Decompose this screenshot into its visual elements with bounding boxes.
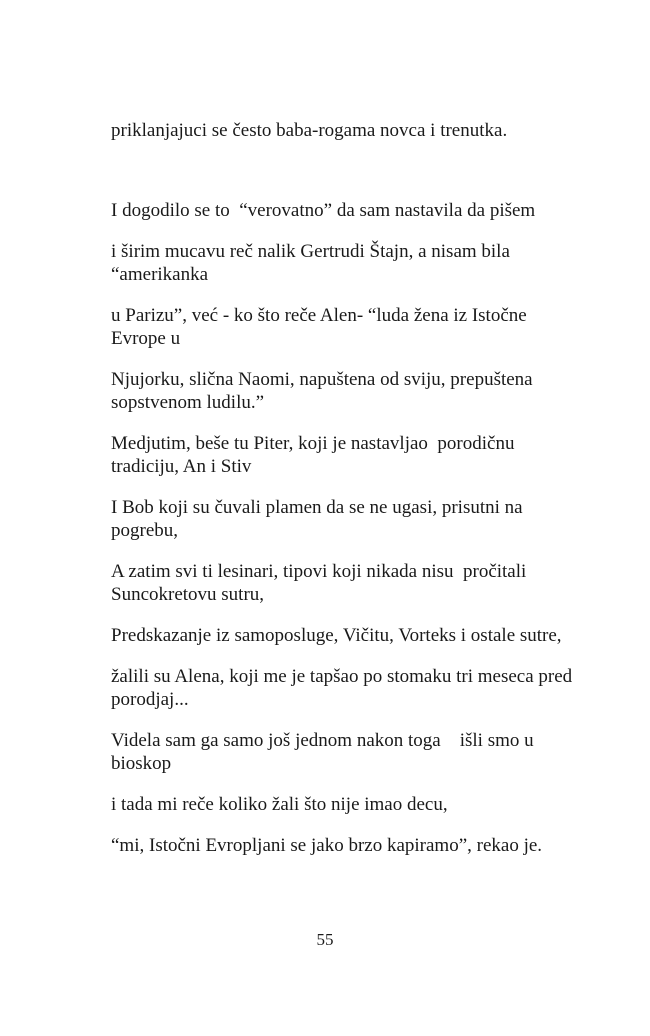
text-line: “mi, Istočni Evropljani se jako brzo kapiramo”, rekao je. (111, 835, 543, 856)
text-line: u Parizu”, već - ko što reče Alen- “luda žena iz Istočne Evrope u (111, 305, 532, 349)
text-line: Njujorku, slična Naomi, napuštena od sviju, prepuštena sopstvenom ludilu.” (111, 369, 538, 413)
poem-stanza (111, 199, 581, 875)
text-line: i tada mi reče koliko žali što nije imao decu, (111, 794, 448, 815)
opening-line-block (111, 119, 581, 142)
text-line: I Bob koji su čuvali plamen da se ne ugasi, prisutni na pogrebu, (111, 497, 528, 541)
text-line: I dogodilo se to “verovatno” da sam nastavila da pišem (111, 200, 536, 221)
text-line: priklanjajuci se često baba-rogama novca i trenutka. (111, 120, 508, 141)
page-number: 55 (316, 930, 334, 949)
text-line: Medjutim, beše tu Piter, koji je nastavljao porodičnu tradiciju, An i Stiv (111, 433, 520, 477)
text-line: i širim mucavu reč nalik Gertrudi Štajn, a nisam bila “amerikanka (111, 241, 515, 285)
text-line: žalili su Alena, koji me je tapšao po stomaku tri meseca pred porodjaj... (111, 666, 577, 710)
text-line: Predskazanje iz samoposluge, Vičitu, Vorteks i ostale sutre, (111, 625, 562, 646)
text-line: Videla sam ga samo još jednom nakon toga išli smo u bioskop (111, 730, 539, 774)
text-line: A zatim svi ti lesinari, tipovi koji nikada nisu pročitali Suncokretovu sutru, (111, 561, 532, 605)
